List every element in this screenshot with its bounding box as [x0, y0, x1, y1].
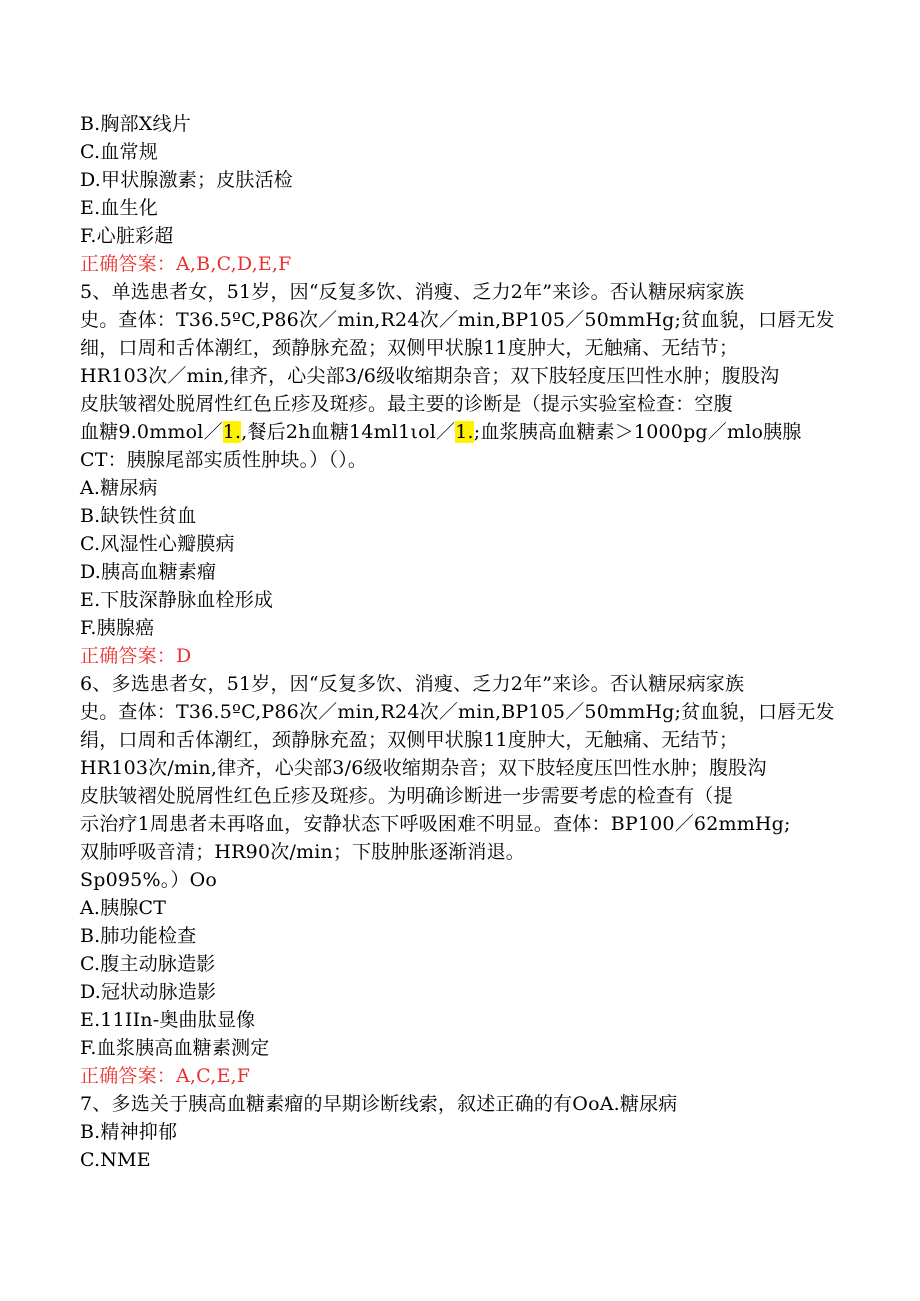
q6-stem-line: Sp095%。）Oo [80, 869, 218, 891]
q4-answer: 正确答案：A,B,C,D,E,F [80, 253, 292, 275]
q7-stem-line: 7、多选关于胰高血糖素瘤的早期诊断线索，叙述正确的有OoA.糖尿病 [80, 1093, 678, 1115]
q5-option: C.风湿性心瓣膜病 [80, 533, 235, 555]
question-6 [80, 670, 840, 1090]
option-e: E.血生化 [80, 197, 158, 219]
document-page [80, 110, 840, 1174]
q7-option: C.NME [80, 1149, 151, 1171]
q6-option: D.冠状动脉造影 [80, 981, 217, 1003]
q6-stem-line: HR103次/min,律齐，心尖部3/6级收缩期杂音；双下肢轻度压凹性水肿；腹股沟 [80, 757, 767, 779]
q6-option: A.胰腺CT [80, 897, 167, 919]
option-c: C.血常规 [80, 141, 158, 163]
q5-option: B.缺铁性贫血 [80, 505, 197, 527]
q5-text-segment: ,餐后2h血糖14ml1ιol／ [241, 421, 456, 443]
q5-stem-line: 5、单选患者女，51岁，因“反复多饮、消瘦、乏力2年”来诊。否认糖尿病家族 [80, 281, 745, 303]
option-d: D.甲状腺激素；皮肤活检 [80, 169, 293, 191]
q5-option: E.下肢深静脉血栓形成 [80, 589, 274, 611]
q5-answer: 正确答案：D [80, 645, 192, 667]
q6-stem-line: 皮肤皱褶处脱屑性红色丘疹及斑疹。为明确诊断进一步需要考虑的检查有（提 [80, 785, 733, 807]
q5-stem-line: CT：胰腺尾部实质性肿块。）（）。 [80, 449, 368, 471]
q5-option: D.胰高血糖素瘤 [80, 561, 217, 583]
q5-stem-line: 史。查体：T36.5ºC,P86次／min,R24次／min,BP105／50mmHg;贫血貌，口唇无发 [80, 309, 835, 331]
question-5 [80, 278, 840, 670]
q7-option: B.精神抑郁 [80, 1121, 178, 1143]
q4-options [80, 110, 840, 250]
q5-stem-line-highlighted [80, 418, 840, 446]
q5-stem-line: 细，口周和舌体潮红，颈静脉充盈；双侧甲状腺11度肿大，无触痛、无结节； [80, 337, 739, 359]
q6-stem-line: 双肺呼吸音清；HR90次/min；下肢肿胀逐渐消退。 [80, 841, 525, 863]
q6-stem-line: 绢，口周和舌体潮红，颈静脉充盈；双侧甲状腺11度肿大，无触痛、无结节； [80, 729, 739, 751]
q6-answer: 正确答案：A,C,E,F [80, 1065, 251, 1087]
q6-option: F.血浆胰高血糖素测定 [80, 1037, 270, 1059]
q6-option: E.11IIn-奥曲肽显像 [80, 1009, 256, 1031]
q5-text-segment: ;血浆胰高血糖素＞1000pg／mlo胰腺 [473, 421, 802, 443]
q6-stem-line: 示治疗1周患者未再咯血，安静状态下呼吸困难不明显。查体：BP100／62mmHg; [80, 813, 791, 835]
q5-text-segment: 血糖9.0mmol／ [80, 421, 223, 443]
highlight-mark: 1. [222, 421, 242, 443]
q5-option: A.糖尿病 [80, 477, 158, 499]
question-7 [80, 1090, 840, 1174]
q6-stem-line: 史。查体：T36.5ºC,P86次／min,R24次／min,BP105／50mmHg;贫血貌，口唇无发 [80, 701, 835, 723]
q6-option: C.腹主动脉造影 [80, 953, 216, 975]
option-f: F.心脏彩超 [80, 225, 174, 247]
highlight-mark: 1. [455, 421, 474, 443]
q5-stem-line: 皮肤皱褶处脱屑性红色丘疹及斑疹。最主要的诊断是（提示实验室检查：空腹 [80, 393, 733, 415]
q6-option: B.肺功能检查 [80, 925, 197, 947]
q5-stem-line: HR103次／min,律齐，心尖部3/6级收缩期杂音；双下肢轻度压凹性水肿；腹股沟 [80, 365, 780, 387]
q5-option: F.胰腺癌 [80, 617, 155, 639]
q6-stem-line: 6、多选患者女，51岁，因“反复多饮、消瘦、乏力2年”来诊。否认糖尿病家族 [80, 673, 745, 695]
option-b: B.胸部X线片 [80, 113, 191, 135]
